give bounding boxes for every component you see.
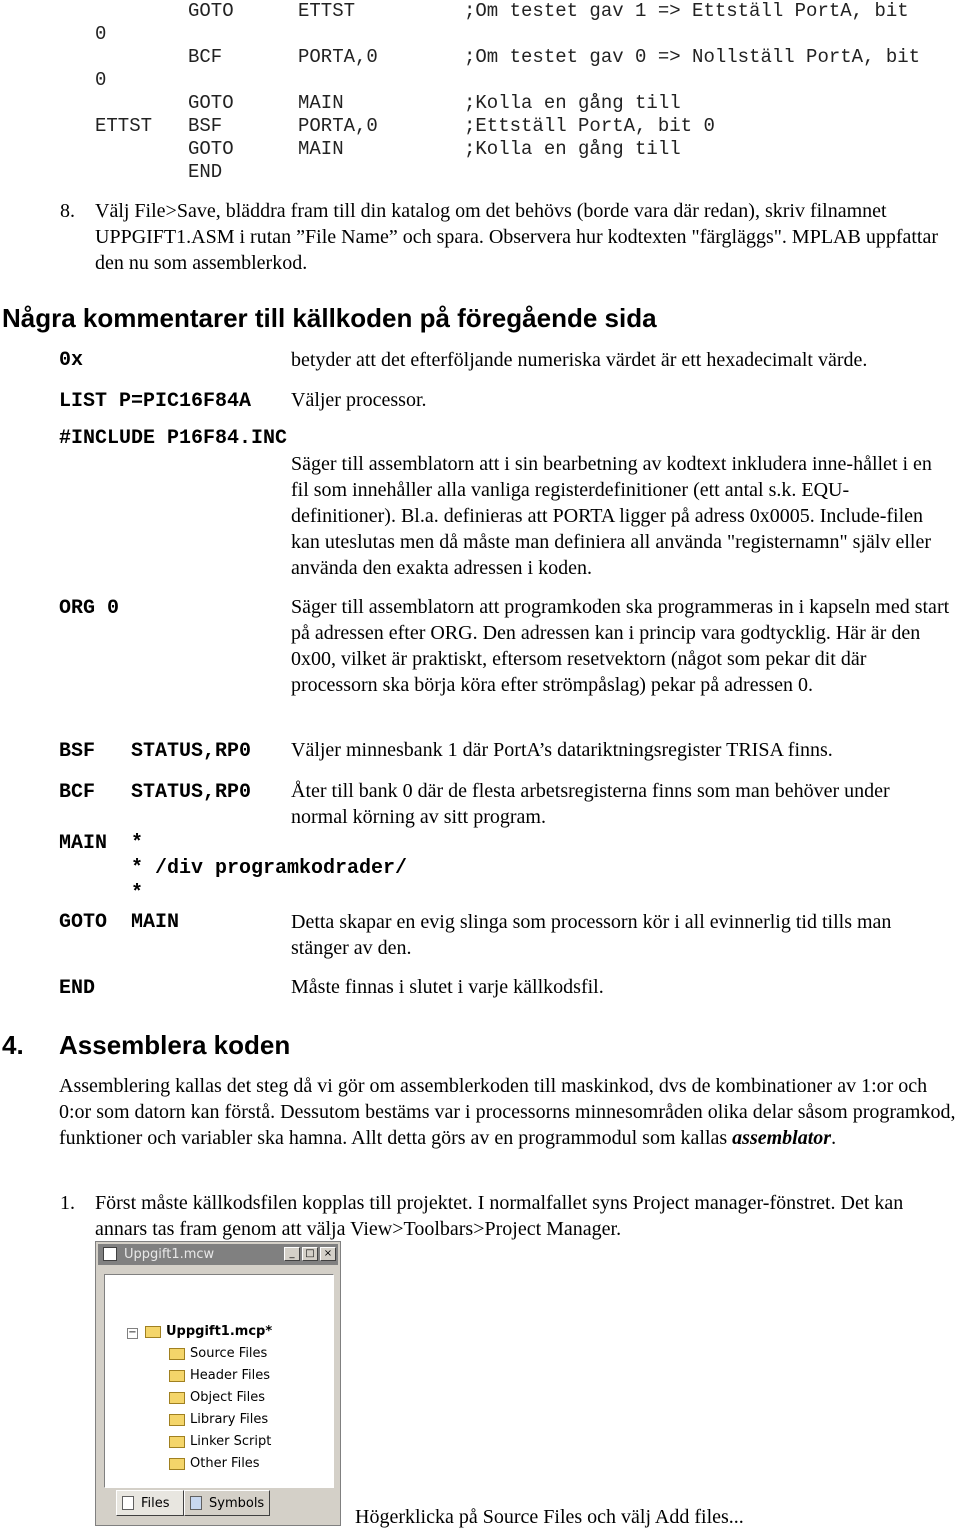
tree-item-header-files[interactable]: [169, 1368, 270, 1383]
step-text: Välj File>Save, bläddra fram till din katalog om det behövs (borde vara där redan), skriv filnamnet UPPGIFT1.ASM i rutan ”File Name” och spara. Observera hur kodtexten "färgläggs". MPLAB uppfattar den nu som assemblerkod.: [95, 200, 939, 274]
window-icon: [103, 1247, 117, 1261]
collapse-icon[interactable]: −: [128, 1327, 137, 1338]
tree-item-label: Source Files: [190, 1346, 268, 1361]
code-comment: ;Ettställ PortA, bit 0: [464, 115, 715, 137]
section-heading: Några kommentarer till källkoden på föregående sida: [2, 303, 657, 333]
term-desc: Åter till bank 0 där de flesta arbetsregisterna finns som man behöver under normal körning av sitt program.: [291, 780, 890, 828]
term: BCF: [59, 781, 96, 804]
term-desc: Säger till assemblatorn att programkoden ska programmeras in i kapseln med start på adressen efter ORG. Den adressen kan i princip vara godtycklig. Här är den 0x00, vilket är praktiskt, eftersom resetvektorn (något som pekar dit där processorn ska börja köra efter strömpåslag) pekar på adressen 0.: [291, 596, 950, 696]
folder-icon: [169, 1436, 185, 1448]
tree-item-other-files[interactable]: [169, 1456, 260, 1471]
code-arg: MAIN: [298, 138, 344, 160]
step-number: 1.: [60, 1192, 75, 1214]
term-desc: Måste finnas i slutet i varje källkodsfil.: [291, 976, 604, 998]
folder-icon: [169, 1458, 185, 1470]
term-desc: Väljer minnesbank 1 där PortA’s datariktningsregister TRISA finns.: [291, 739, 833, 761]
tree-item-label: Header Files: [190, 1368, 270, 1383]
term: BSF: [59, 740, 96, 763]
figure-caption: Högerklicka på Source Files och välj Add files...: [355, 1506, 744, 1528]
code-comment: ;Kolla en gång till: [464, 92, 681, 114]
project-manager-window: [95, 1241, 341, 1526]
code-op: BSF: [188, 115, 223, 137]
symbols-icon: [190, 1496, 202, 1510]
code-label: 0: [95, 23, 107, 45]
window-title: Uppgift1.mcw: [124, 1247, 215, 1262]
code-comment: ;Kolla en gång till: [464, 138, 681, 160]
code-arg: MAIN: [298, 92, 344, 114]
section-number: 4.: [2, 1030, 24, 1060]
term-desc: Säger till assemblatorn att i sin bearbetning av kodtext inkludera inne-hållet i en fil som innehåller alla vanliga registerdefinitioner (ett antal s.k. EQU-definitioner). Bl.a. definieras att PORTA ligger på adress 0x0005. Include-filen kan uteslutas men då måste man definiera all använda "registernamn" själv eller använda den exakta adressen i koden.: [291, 453, 932, 579]
code-op: GOTO: [188, 92, 234, 114]
code-label: ETTST: [95, 115, 153, 137]
paragraph-emphasis: assemblator: [732, 1127, 832, 1149]
term: MAIN: [59, 832, 108, 855]
section-paragraph: [59, 1073, 957, 1151]
folder-icon: [145, 1326, 161, 1338]
minimize-button[interactable]: _: [284, 1247, 300, 1261]
term: GOTO: [59, 911, 108, 934]
term: LIST P=PIC16F84A: [59, 390, 252, 413]
code-op: GOTO: [188, 138, 234, 160]
paragraph-end: .: [831, 1127, 837, 1149]
tree-item-label: Linker Script: [190, 1434, 272, 1449]
tree-item-linker-script[interactable]: [169, 1434, 271, 1449]
term-operand: STATUS,RP0: [131, 781, 252, 804]
tree-project[interactable]: [145, 1324, 272, 1339]
tab-label: Symbols: [209, 1496, 265, 1511]
paragraph-text: Assemblering kallas det steg då vi gör om assemblerkoden till maskinkod, dvs de kombinationer av 1:or och 0:or som datorn kan förstå. Dessutom bestäms var i processorns minnesområden olika delar såsom programkod, funktioner och variabler ska hamna. Allt detta görs av en programmodul som kallas: [59, 1075, 956, 1149]
code-op: BCF: [188, 46, 223, 68]
code-label: 0: [95, 69, 107, 91]
term-desc: betyder att det efterföljande numeriska värdet är ett hexadecimalt värde.: [291, 349, 868, 371]
tab-label: Files: [141, 1496, 170, 1511]
tree-project-label: Uppgift1.mcp*: [166, 1324, 273, 1339]
tree-item-label: Object Files: [190, 1390, 265, 1405]
code-comment-line: * /div programkodrader/: [131, 857, 408, 880]
folder-icon: [169, 1414, 185, 1426]
code-arg: PORTA,0: [298, 115, 378, 137]
code-op: END: [188, 161, 223, 183]
tree-item-library-files[interactable]: [169, 1412, 268, 1427]
term-desc: Väljer processor.: [291, 389, 427, 411]
step-text: Först måste källkodsfilen kopplas till projektet. I normalfallet syns Project manager-fönstret. Det kan annars tas fram genom att välja View>Toolbars>Project Manager.: [95, 1192, 904, 1240]
tab-files[interactable]: [116, 1490, 184, 1516]
code-arg: PORTA,0: [298, 46, 378, 68]
folder-icon: [169, 1392, 185, 1404]
term-desc: Detta skapar en evig slinga som processorn kör i all evinnerlig tid tills man stänger av den.: [291, 911, 892, 959]
section-title: Assemblera koden: [59, 1030, 291, 1060]
file-icon: [122, 1496, 134, 1510]
term: 0x: [59, 349, 84, 372]
code-op: GOTO: [188, 0, 234, 22]
tree-item-label: Library Files: [190, 1412, 269, 1427]
window-tabs: [104, 1490, 332, 1518]
term: END: [59, 977, 96, 1000]
folder-icon: [169, 1348, 185, 1360]
close-button[interactable]: ×: [320, 1247, 336, 1261]
maximize-button[interactable]: □: [302, 1247, 318, 1261]
project-tree: [104, 1274, 334, 1488]
step-number: 8.: [60, 200, 75, 222]
term-operand: *: [131, 832, 144, 855]
term-operand: STATUS,RP0: [131, 740, 252, 763]
code-comment: ;Om testet gav 0 => Nollställ PortA, bit: [464, 46, 921, 68]
tree-item-source-files[interactable]: [169, 1346, 267, 1361]
tree-item-object-files[interactable]: [169, 1390, 265, 1405]
folder-icon: [169, 1370, 185, 1382]
tree-item-label: Other Files: [190, 1456, 260, 1471]
code-comment: ;Om testet gav 1 => Ettställ PortA, bit: [464, 0, 909, 22]
term: ORG 0: [59, 597, 120, 620]
code-arg: ETTST: [298, 0, 356, 22]
code-comment-line: *: [131, 882, 144, 905]
term: #INCLUDE P16F84.INC: [59, 427, 288, 450]
tab-symbols[interactable]: [184, 1490, 270, 1516]
term-operand: MAIN: [131, 911, 180, 934]
window-titlebar: [98, 1244, 338, 1265]
